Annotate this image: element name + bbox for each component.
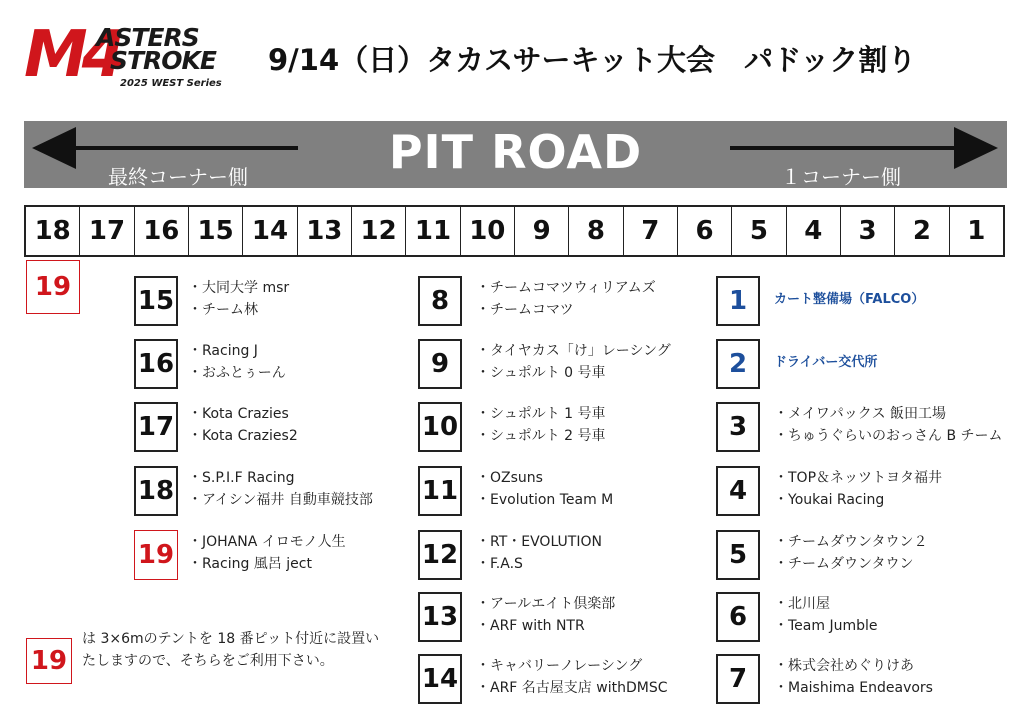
logo-line-2: STROKE — [110, 46, 217, 75]
team-entry: ・タイヤカス「け」レーシング — [476, 343, 671, 359]
team-entry: ・S.P.I.F Racing — [188, 470, 295, 486]
pit-road-title: PIT ROAD — [388, 125, 643, 179]
pit-badge-19: 19 — [134, 530, 178, 580]
team-entry: ・Maishima Endeavors — [774, 680, 933, 696]
pit-badge-4: 4 — [716, 466, 760, 516]
pit-badge-9: 9 — [418, 339, 462, 389]
pit-number-cell: 3 — [841, 207, 895, 255]
logo-mark: M4 — [24, 18, 121, 92]
team-entry: ・JOHANA イロモノ人生 — [188, 534, 346, 550]
pit-19-badge: 19 — [26, 260, 80, 314]
pit-number-cell: 11 — [406, 207, 460, 255]
team-entry: ・シュポルト 0 号車 — [476, 365, 606, 381]
team-entry: ・チームコマツウィリアムズ — [476, 280, 656, 296]
pit-badge-7: 7 — [716, 654, 760, 704]
pit-number-cell: 16 — [135, 207, 189, 255]
pit-badge-6: 6 — [716, 592, 760, 642]
pit-number-cell: 12 — [352, 207, 406, 255]
team-entry: ・チーム林 — [188, 302, 258, 318]
team-entry: ・Kota Crazies2 — [188, 428, 298, 444]
pit-badge-1: 1 — [716, 276, 760, 326]
team-entry: ・チームダウンタウン２ — [774, 534, 928, 550]
pit-number-row — [24, 205, 1005, 257]
pit-road-band — [24, 121, 1007, 188]
pit-badge-12: 12 — [418, 530, 462, 580]
last-corner-side-label: 最終コーナー側 — [108, 165, 248, 189]
team-entry: ・シュポルト 1 号車 — [476, 406, 606, 422]
team-entry: ・Youkai Racing — [774, 492, 885, 508]
pit-number-cell: 4 — [787, 207, 841, 255]
team-entry: ・Evolution Team M — [476, 492, 614, 508]
team-entry: ・チームコマツ — [476, 302, 574, 318]
pit-number-cell: 13 — [298, 207, 352, 255]
pit-badge-14: 14 — [418, 654, 462, 704]
team-entry: ・ちゅうぐらいのおっさん B チーム — [774, 428, 1003, 444]
team-entry: ・メイワパックス 飯田工場 — [774, 406, 947, 422]
pit-badge-16: 16 — [134, 339, 178, 389]
pit-number-cell: 7 — [624, 207, 678, 255]
team-entry: ・おふとぅーん — [188, 365, 286, 381]
pit-number-cell: 14 — [243, 207, 297, 255]
pit-badge-11: 11 — [418, 466, 462, 516]
masters-stroke-logo — [24, 18, 234, 98]
team-entry: ・Kota Crazies — [188, 406, 289, 422]
team-entry: ・Team Jumble — [774, 618, 878, 634]
team-entry: ・ARF with NTR — [476, 618, 585, 634]
note-badge: 19 — [26, 638, 72, 684]
note-text: は 3×6mのテントを 18 番ピット付近に設置いたしますので、そちらをご利用下さい。 — [82, 631, 380, 669]
pit-number-cell: 2 — [895, 207, 949, 255]
team-entry: ・Racing J — [188, 343, 258, 359]
logo-series: 2025 WEST Series — [120, 78, 222, 89]
pit-badge-10: 10 — [418, 402, 462, 452]
pit-badge-5: 5 — [716, 530, 760, 580]
team-entry: ・北川屋 — [774, 596, 830, 612]
pit-badge-13: 13 — [418, 592, 462, 642]
team-entry: ・アールエイト倶楽部 — [476, 596, 616, 612]
pit-number-cell: 15 — [189, 207, 243, 255]
pit-badge-18: 18 — [134, 466, 178, 516]
page-title: 9/14（日）タカスサーキット大会 パドック割り — [268, 43, 917, 77]
team-entry: ・大同大学 msr — [188, 280, 290, 296]
team-entry: ・RT・EVOLUTION — [476, 534, 602, 550]
team-entry: ・OZsuns — [476, 470, 543, 486]
team-entry: ・アイシン福井 自動車競技部 — [188, 492, 373, 508]
pit-badge-3: 3 — [716, 402, 760, 452]
team-entry: ・シュポルト 2 号車 — [476, 428, 606, 444]
pit-number-cell: 18 — [26, 207, 80, 255]
pit-number-cell: 5 — [732, 207, 786, 255]
pit-badge-8: 8 — [418, 276, 462, 326]
team-entry: ドライバー交代所 — [774, 355, 878, 370]
pit-number-cell: 6 — [678, 207, 732, 255]
pit-number-cell: 17 — [80, 207, 134, 255]
team-entry: ・Racing 風呂 ject — [188, 556, 312, 572]
pit-number-cell: 9 — [515, 207, 569, 255]
team-entry: ・株式会社めぐりけあ — [774, 658, 914, 674]
team-entry: ・ARF 名古屋支店 withDMSC — [476, 680, 668, 696]
team-entry: ・F.A.S — [476, 556, 523, 572]
logo-line-1: ASTERS — [96, 23, 199, 52]
team-entry: ・キャバリーノレーシング — [476, 658, 643, 674]
team-entry: ・チームダウンタウン — [774, 556, 914, 572]
team-entry: ・TOP＆ネッツトヨタ福井 — [774, 470, 943, 486]
pit-number-cell: 1 — [967, 216, 986, 246]
team-entry: カート整備場（FALCO） — [774, 292, 925, 307]
pit-number-cell: 10 — [461, 207, 515, 255]
first-corner-side-label: １コーナー側 — [781, 165, 901, 189]
pit-number-cell: 8 — [569, 207, 623, 255]
pit-badge-15: 15 — [134, 276, 178, 326]
pit-badge-17: 17 — [134, 402, 178, 452]
pit-badge-2: 2 — [716, 339, 760, 389]
